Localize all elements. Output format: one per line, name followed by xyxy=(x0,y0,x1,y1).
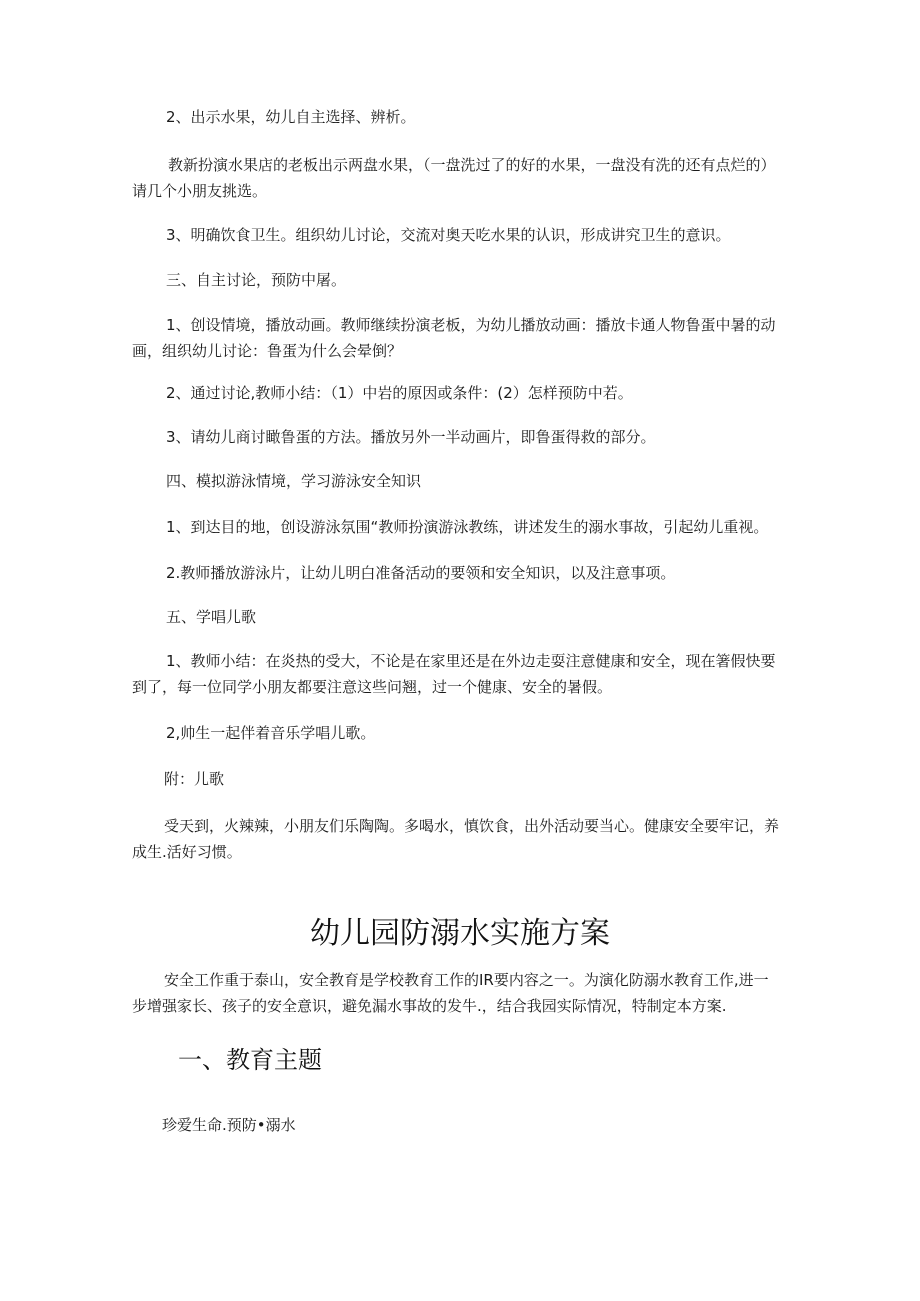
lesson-swimming-scene: 1、到达目的地，创设游泳氛围“教师扮演游泳教练，讲述发生的溺水事故，引起幼儿重视。 xyxy=(166,518,769,536)
lesson-discussion-summary: 2、通过讨论,教师小结：（1）中岩的原因或条件：(2）怎样预防中若。 xyxy=(166,384,633,402)
lesson-fruit-shop-line-2: 请几个小朋友挑选。 xyxy=(132,182,268,200)
section-4-heading: 四、模拟游泳情境，学习游泳安全知识 xyxy=(166,472,422,490)
lesson-sing-song: 2,帅生一起伴着音乐学唱儿歌。 xyxy=(166,724,376,742)
lesson-animation-line-2: 画，组织幼儿讨论：鲁蛋为什么会晕倒？ xyxy=(132,342,403,360)
lesson-fruit-shop-line-1: 教新扮演水果店的老板出示两盘水果，（一盘洗过了的好的水果，一盘没有洗的还有点烂的） xyxy=(168,156,776,174)
plan-title: 幼儿园防溺水实施方案 xyxy=(310,916,610,951)
lesson-swimming-film: 2.教师播放游泳片，让幼儿明白准备活动的要领和安全知识，以及注意事项。 xyxy=(166,564,676,582)
section-5-heading: 五、学唱儿歌 xyxy=(166,608,257,626)
song-lyrics-line-1: 受天到，火辣辣，小朋友们乐陶陶。多喝水，慎饮食，出外活动要当心。健康安全要牢记，养 xyxy=(164,817,780,835)
lesson-teacher-summary-line-2: 到了，每一位同学小朋友都要注意这些问翘，过一个健康、安全的暑假。 xyxy=(132,678,613,696)
appendix-label: 附：儿歌 xyxy=(164,770,225,788)
song-lyrics-line-2: 成生.活好习惯。 xyxy=(132,843,242,861)
plan-section-1-heading: 一、教育主题 xyxy=(178,1046,322,1074)
lesson-step-3-food-hygiene: 3、明确饮食卫生。组织幼儿讨论，交流对奥天吃水果的认识，形成讲究卫生的意识。 xyxy=(166,226,731,244)
plan-intro-line-2: 步增强家长、孩子的安全意识，避免漏水事故的发牛.，结合我园实际情况，特制定本方案. xyxy=(132,997,727,1015)
section-3-heading: 三、自主讨论，预防中屠。 xyxy=(166,271,347,289)
lesson-animation-line-1: 1、创设情境，播放动画。教师继续扮演老板，为幼儿播放动画：播放卡通人物鲁蛋中暑的动 xyxy=(166,316,776,334)
plan-section-1-body: 珍爱生命.预防•溺水 xyxy=(162,1116,296,1134)
lesson-teacher-summary-line-1: 1、教师小结：在炎热的受大，不论是在家里还是在外边走耍注意健康和安全，现在箸假快要 xyxy=(166,652,776,670)
lesson-step-2-show-fruit: 2、出示水果，幼儿自主选择、辨析。 xyxy=(166,108,416,126)
plan-intro-line-1: 安全工作重于泰山，安全教育是学校教育工作的IR要内容之一。为演化防溺水教育工作,进一 xyxy=(164,971,769,989)
lesson-rescue-method: 3、请幼儿商讨瞰鲁蛋的方法。播放另外一半动画片，即鲁蛋得救的部分。 xyxy=(166,428,656,446)
